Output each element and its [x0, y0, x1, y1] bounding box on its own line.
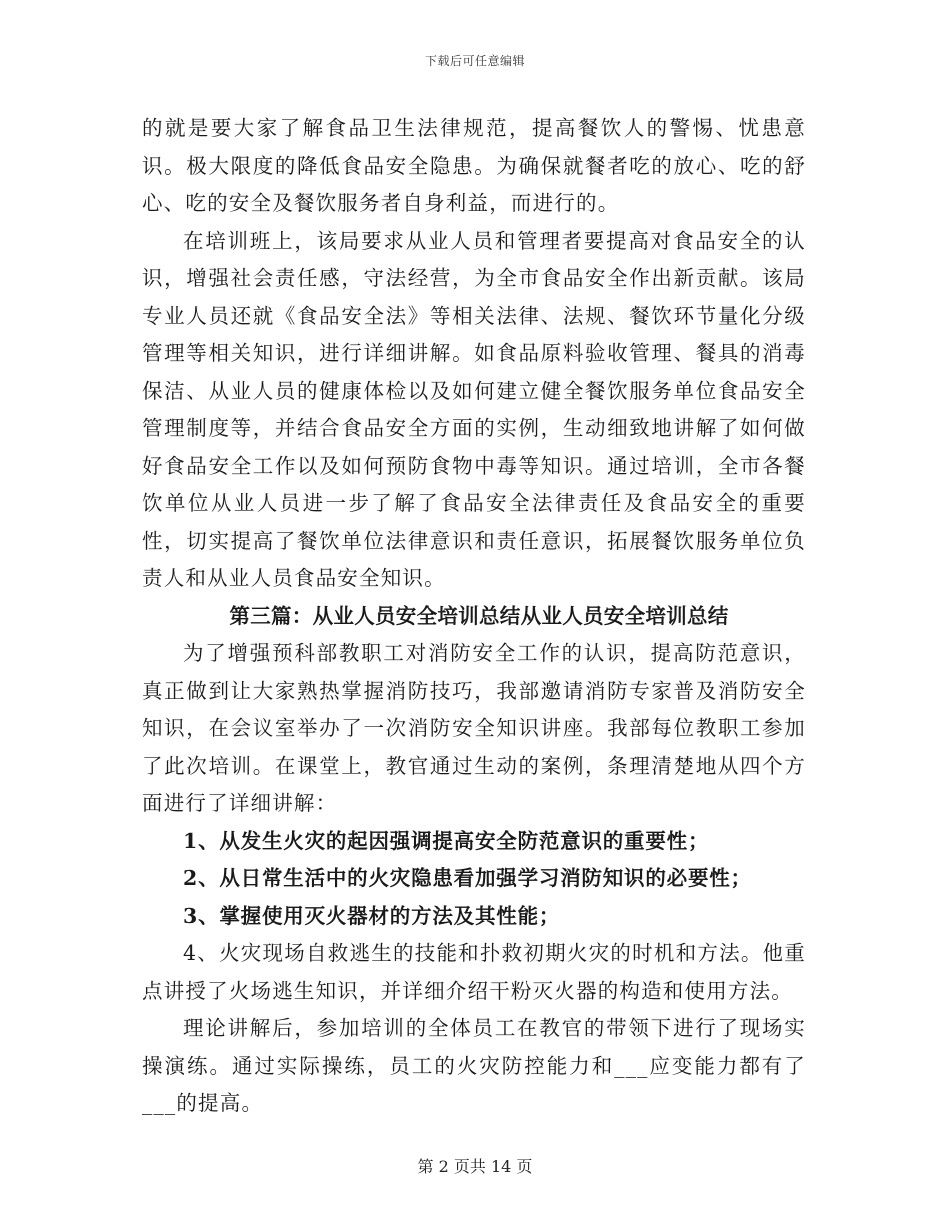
list-item-3: 3、掌握使用灭火器材的方法及其性能；: [183, 903, 561, 928]
paragraph-fire-safety-intro: 为了增强预科部教职工对消防安全工作的认识，提高防范意识，真正做到让大家熟热掌握消防技巧，我部邀请消防专家普及消防安全知识，在会议室举办了一次消防安全知识讲座。我部每位教职工参加了此次培训。在课堂上，教官通过生动的案例，条理清楚地从四个方面进行了详细讲解：: [142, 641, 806, 815]
paragraph-training-class: 在培训班上，该局要求从业人员和管理者要提高对食品安全的认识，增强社会责任感，守法经营，为全市食品安全作出新贡献。该局专业人员还就《食品安全法》等相关法律、法规、餐饮环节量化分级管理等相关知识，进行详细讲解。如食品原料验收管理、餐具的消毒保洁、从业人员的健康体检以及如何建立健全餐饮服务单位食品安全管理制度等，并结合食品安全方面的实例，生动细致地讲解了如何做好食品安全工作以及如何预防食物中毒等知识。通过培训，全市各餐饮单位从业人员进一步了解了食品安全法律责任及食品安全的重要性，切实提高了餐饮单位法律意识和责任意识，拓展餐饮服务单位负责人和从业人员食品安全知识。: [142, 228, 806, 590]
page-header-note: 下载后可任意编辑: [424, 54, 525, 68]
section-heading: 第三篇：从业人员安全培训总结从业人员安全培训总结: [229, 603, 729, 628]
paragraph-item-4: 4、火灾现场自救逃生的技能和扑救初期火灾的时机和方法。他重点讲授了火场逃生知识，并详细介绍干粉灭火器的构造和使用方法。: [142, 941, 806, 1003]
list-item-1: 1、从发生火灾的起因强调提高安全防范意识的重要性；: [183, 828, 710, 853]
page-number: 第 2 页共 14 页: [417, 1157, 533, 1176]
paragraph-food-safety-intro: 的就是要大家了解食品卫生法律规范，提高餐饮人的警惕、忧患意识。极大限度的降低食品安全隐患。为确保就餐者吃的放心、吃的舒心、吃的安全及餐饮服务者自身利益，而进行的。: [142, 116, 806, 215]
list-item-2: 2、从日常生活中的火灾隐患看加强学习消防知识的必要性；: [183, 866, 752, 890]
document-body: [142, 110, 806, 1123]
paragraph-drill: 理论讲解后，参加培训的全体员工在教官的带领下进行了现场实操演练。通过实际操练，员工的火灾防控能力和___应变能力都有了___的提高。: [142, 1016, 806, 1115]
